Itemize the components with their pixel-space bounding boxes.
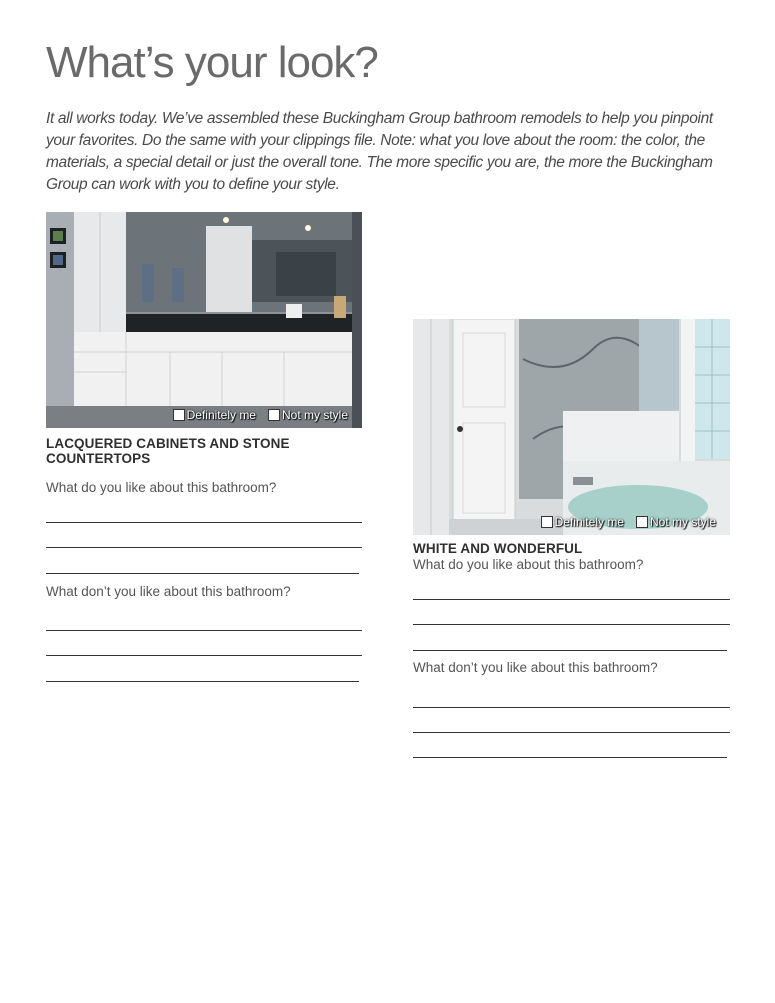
definitely-me-option[interactable] bbox=[541, 515, 624, 529]
not-my-style-option[interactable] bbox=[636, 515, 716, 529]
not-my-style-label: Not my style bbox=[649, 515, 716, 529]
like-question-1: What do you like about this bathroom? bbox=[46, 480, 277, 495]
room-name-1: LACQUERED CABINETS AND STONE COUNTERTOPS bbox=[46, 436, 290, 466]
answer-line[interactable] bbox=[46, 655, 362, 656]
style-choices bbox=[535, 515, 716, 529]
definitely-me-option[interactable] bbox=[173, 408, 256, 422]
dislike-question-2: What don’t you like about this bathroom? bbox=[413, 660, 658, 675]
answer-line[interactable] bbox=[46, 681, 359, 682]
definitely-me-checkbox[interactable] bbox=[173, 409, 185, 421]
room-name-2: WHITE AND WONDERFUL bbox=[413, 541, 583, 556]
answer-line[interactable] bbox=[413, 757, 727, 758]
definitely-me-label: Definitely me bbox=[186, 408, 256, 422]
page-title: What’s your look? bbox=[46, 38, 378, 87]
room-photo-white-and-wonderful bbox=[413, 319, 730, 535]
answer-line[interactable] bbox=[46, 547, 362, 548]
intro-paragraph: It all works today. We’ve assembled these Buckingham Group bathroom remodels to help you pinpoint your favorites. Do the same with your clippings file. Note: what you love about the room: the color, the materials, a special detail or just the overall tone. The more specific you are, the more the Buckingham Group can work with you to define your style. bbox=[46, 110, 713, 193]
answer-line[interactable] bbox=[413, 707, 730, 708]
not-my-style-option[interactable] bbox=[268, 408, 348, 422]
not-my-style-checkbox[interactable] bbox=[268, 409, 280, 421]
answer-line[interactable] bbox=[413, 624, 730, 625]
answer-line[interactable] bbox=[46, 573, 359, 574]
room-photo-lacquered-cabinets bbox=[46, 212, 362, 428]
not-my-style-checkbox[interactable] bbox=[636, 516, 648, 528]
bathroom-photo-1 bbox=[46, 212, 362, 428]
not-my-style-label: Not my style bbox=[281, 408, 348, 422]
answer-line[interactable] bbox=[413, 732, 730, 733]
answer-line[interactable] bbox=[46, 630, 362, 631]
style-choices bbox=[167, 408, 348, 422]
dislike-question-1: What don’t you like about this bathroom? bbox=[46, 584, 291, 599]
definitely-me-label: Definitely me bbox=[554, 515, 624, 529]
like-question-2: What do you like about this bathroom? bbox=[413, 557, 644, 572]
answer-line[interactable] bbox=[46, 522, 362, 523]
definitely-me-checkbox[interactable] bbox=[541, 516, 553, 528]
bathroom-photo-2 bbox=[413, 319, 730, 535]
answer-line[interactable] bbox=[413, 599, 730, 600]
answer-line[interactable] bbox=[413, 650, 727, 651]
